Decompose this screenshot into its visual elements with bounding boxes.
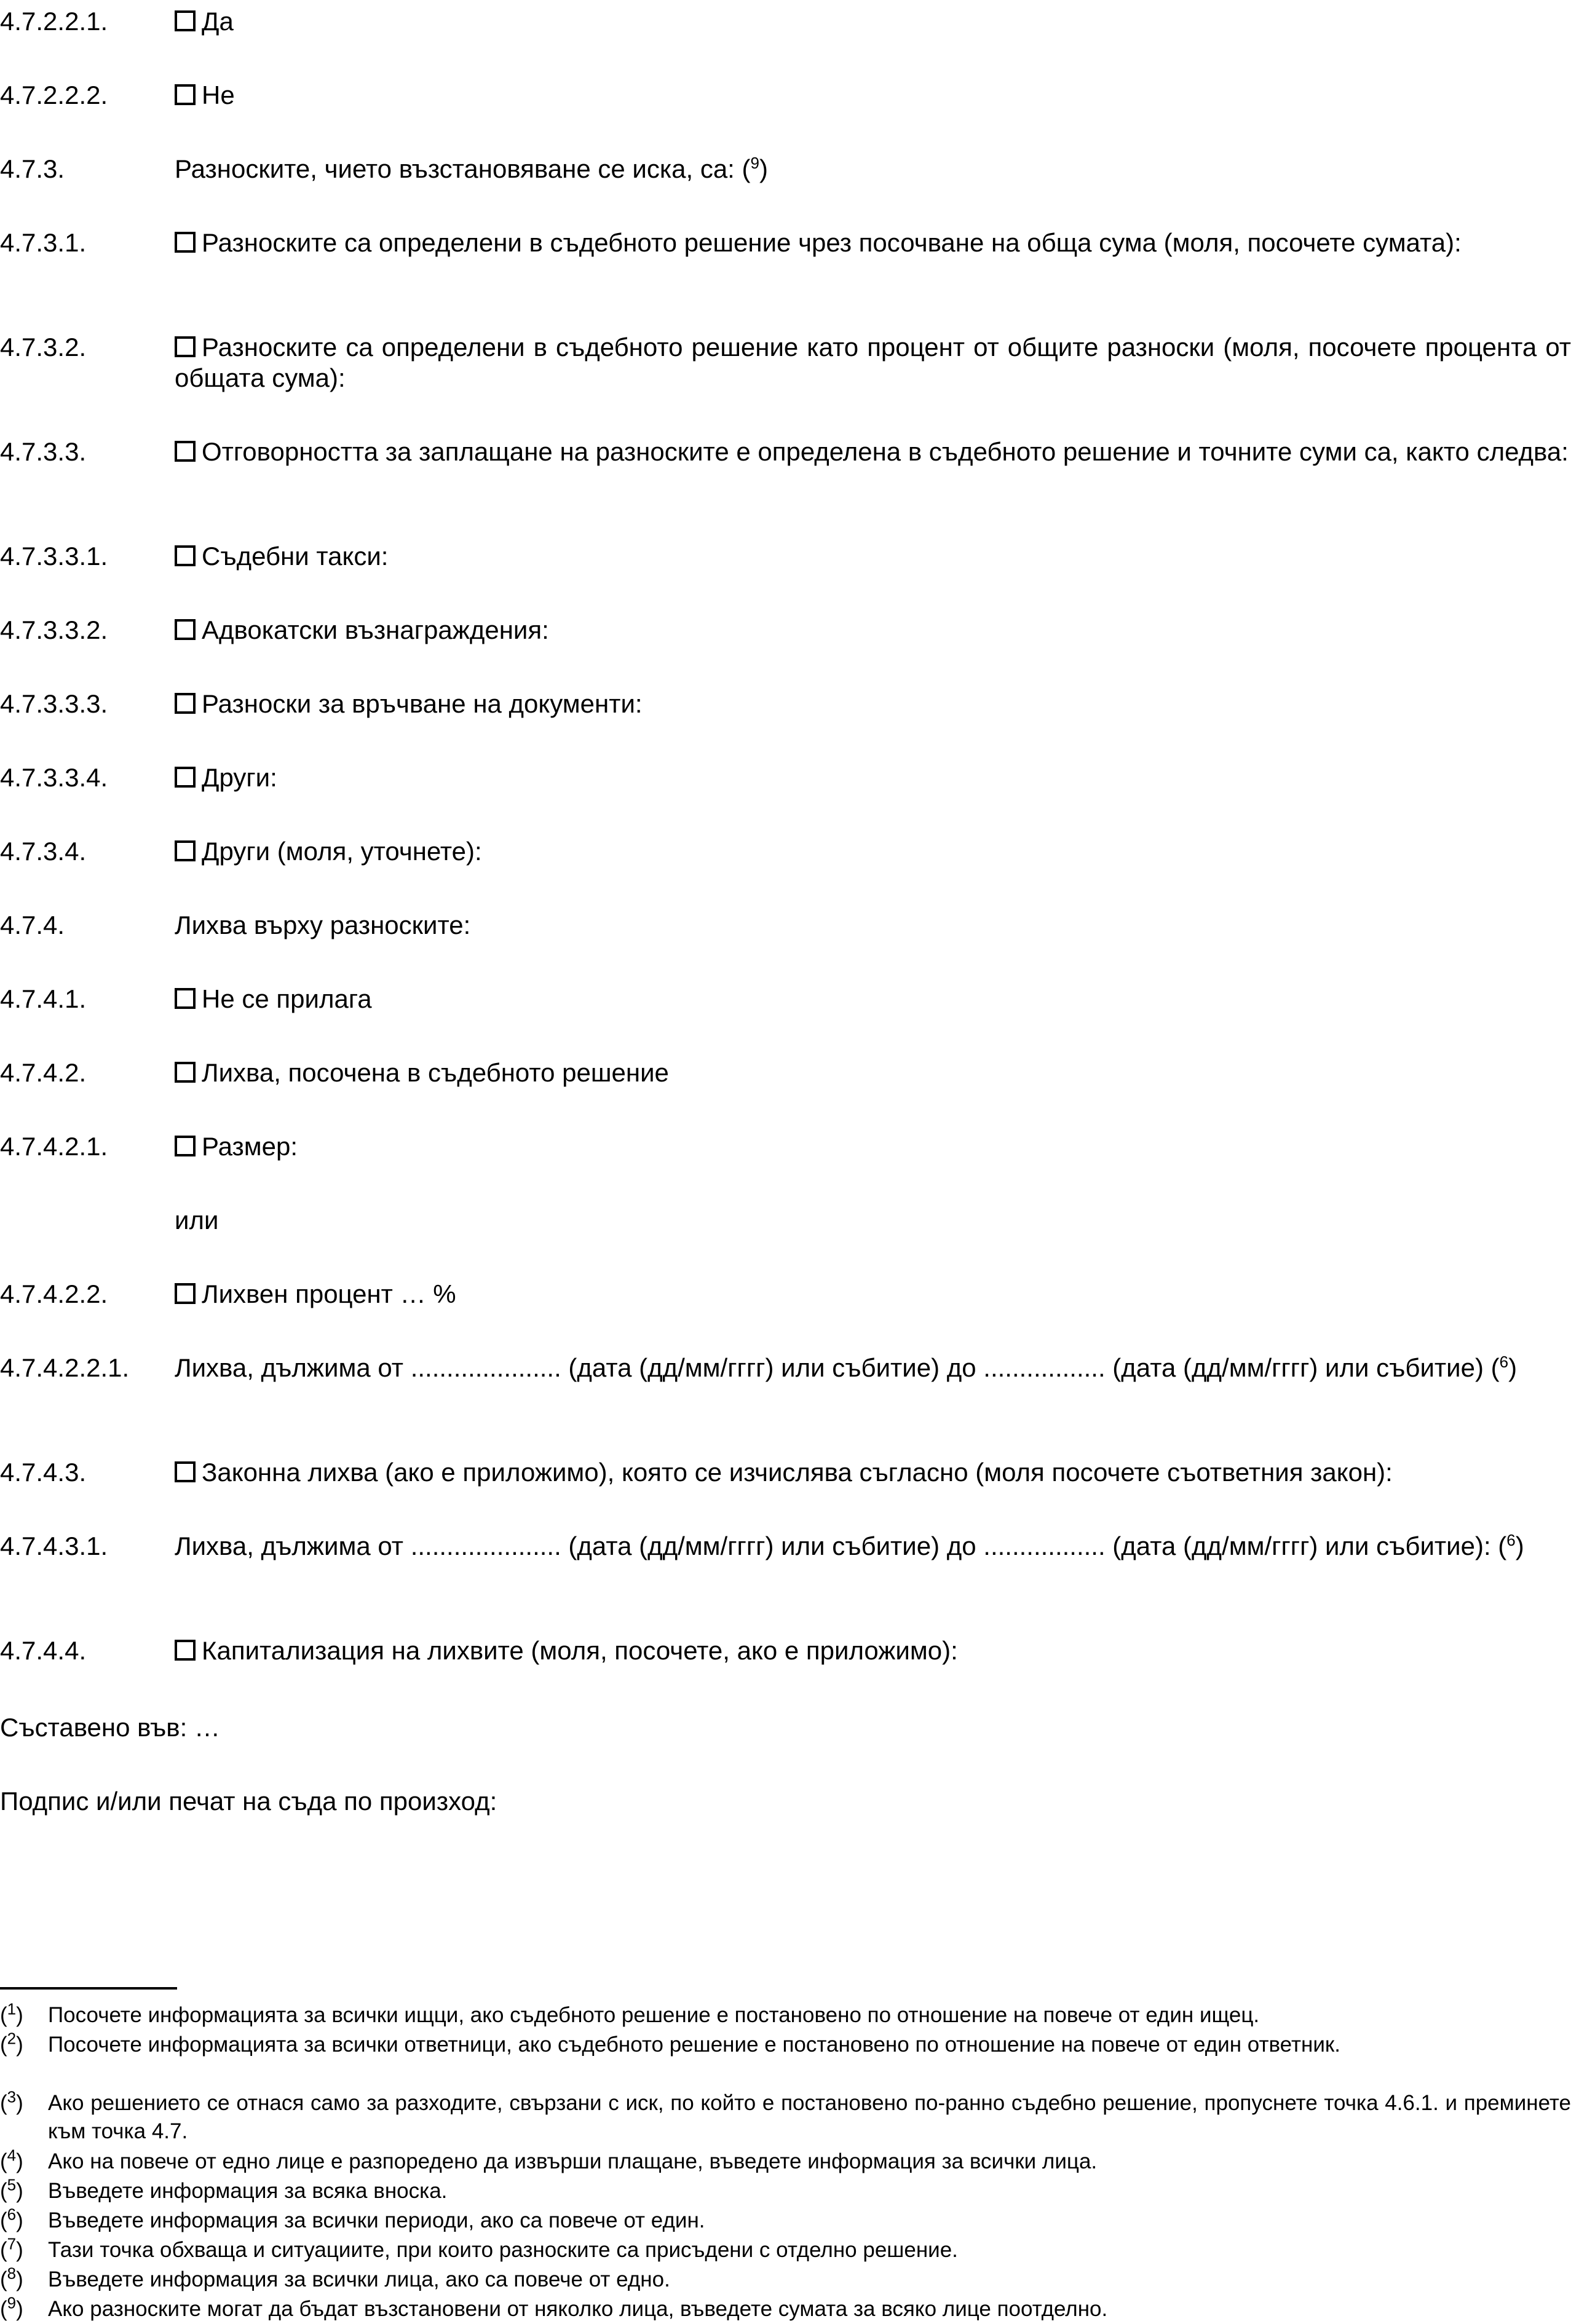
checkbox[interactable] [175,1283,196,1304]
item-number: 4.7.4.4. [0,1636,87,1665]
item-text [175,227,1571,258]
item-number: 4.7.4.3.1. [0,1532,108,1560]
item-number: 4.7.3.1. [0,228,87,257]
item-label: Лихва, посочена в съдебното решение [202,1058,669,1087]
checkbox[interactable] [175,10,196,31]
item-text [175,437,1571,467]
footnote-marker: ($^1$) [0,1999,23,2027]
checkbox[interactable] [175,545,196,566]
item-text [175,1279,1571,1310]
footnote-number: 8 [7,2264,17,2283]
item-text [175,615,1571,646]
footnote-ref[interactable]: 6 [1506,1531,1516,1549]
item-text [175,1353,1571,1383]
footnote-number: 9 [7,2293,17,2312]
item-text [175,1131,1571,1162]
item-text [175,836,1571,867]
checkbox[interactable] [175,441,196,462]
item-label: Отговорността за заплащане на разноските е определена в съдебното решение и точните суми са, както следва: [202,437,1569,466]
item-number: 4.7.2.2.1. [0,7,108,36]
footnote-marker: ($^4$) [0,2146,23,2173]
item-text [175,80,1571,111]
footnote-text: Ако на повече от едно лице е разпоредено да извърши плащане, въведете информация за всички лица. [48,2149,1098,2173]
closing-paren: ) [1515,1532,1524,1560]
footnote-number: 6 [7,2205,17,2224]
item-number: 4.7.4. [0,911,65,939]
checkbox[interactable] [175,840,196,861]
footnote-text: Въведете информация за всяка вноска. [48,2179,448,2203]
item-number: 4.7.3.4. [0,837,87,866]
item-number: 4.7.2.2.2. [0,81,108,109]
footnote-text: Посочете информацията за всички ищци, ако съдебното решение е постановено по отношение на повече от един ищец. [48,2003,1260,2027]
footnote-number: 3 [7,2087,17,2106]
footnote-number: 2 [7,2029,17,2048]
footnote-text: Посочете информацията за всички ответници, ако съдебното решение е постановено по отношение на повече от един ответник. [48,2033,1340,2057]
footnote-marker: ($^8$) [0,2264,23,2291]
item-label: Други: [202,763,277,792]
footnote-text: Въведете информация за всички периоди, ако са повече от един. [48,2208,705,2232]
item-label: Да [202,7,234,36]
item-text [175,1531,1571,1562]
item-label: Разноските, чието възстановяване се иска, са: ( [175,154,751,183]
item-number: 4.7.4.2.2. [0,1279,108,1308]
footnote-text: Тази точка обхваща и ситуациите, при които разноските са присъдени с отделно решение. [48,2238,958,2262]
item-number: 4.7.4.2.1. [0,1132,108,1161]
checkbox[interactable] [175,767,196,788]
item-number: 4.7.4.2. [0,1058,87,1087]
checkbox[interactable] [175,619,196,640]
footnote-number: 7 [7,2234,17,2253]
item-number: 4.7.4.1. [0,984,87,1013]
footnote-text: Ако разноските могат да бъдат възстановени от няколко лица, въведете сумата за всяко лице поотделно. [48,2297,1108,2321]
item-label: Капитализация на лихвите (моля, посочете, ако е приложимо): [202,1636,958,1665]
composed-in-label: Съставено във: … [0,1713,220,1742]
footnote-number: 5 [7,2175,17,2194]
checkbox[interactable] [175,84,196,105]
item-text [175,541,1571,572]
checkbox[interactable] [175,1062,196,1083]
footnote-text: Въведете информация за всички лица, ако са повече от едно. [48,2267,670,2291]
footnote-marker: ($^6$) [0,2205,23,2232]
item-number: 4.7.3.3.2. [0,615,108,644]
item-number: 4.7.3. [0,154,65,183]
item-label: Лихва, дължима от ..................... (дата (дд/мм/гггг) или събитие) до ................. (дата (дд/мм/гггг) или събитие): ( [175,1532,1507,1560]
item-text [175,984,1571,1014]
item-number: 4.7.4.3. [0,1458,87,1487]
item-number: 4.7.3.2. [0,333,87,362]
checkbox[interactable] [175,232,196,253]
item-text [175,1205,1571,1236]
checkbox[interactable] [175,1640,196,1661]
item-text [175,1635,1571,1666]
checkbox[interactable] [175,693,196,714]
item-number: 4.7.3.3.4. [0,763,108,792]
item-text [175,154,1571,184]
checkbox[interactable] [175,1461,196,1482]
item-label: Лихвен процент … % [202,1279,456,1308]
closing-paren: ) [759,154,768,183]
item-number: 4.7.3.3.1. [0,542,108,571]
item-label: Разноските са определени в съдебното решение като процент от общите разноски (моля, посочете процента от общата сума): [175,333,1571,392]
closing-paren: ) [1508,1353,1518,1382]
footnote-marker: ($^3$) [0,2087,23,2115]
footnote-number: 1 [7,1999,17,2018]
signature-label: Подпис и/или печат на съда по произход: [0,1787,497,1816]
item-number: 4.7.3.3. [0,437,87,466]
item-label: Лихва върху разноските: [175,911,471,939]
footnote-marker: ($^9$) [0,2293,23,2321]
footnote-marker: ($^2$) [0,2029,23,2057]
item-text [175,332,1571,393]
item-label: Лихва, дължима от ..................... (дата (дд/мм/гггг) или събитие) до ................. (дата (дд/мм/гггг) или събитие) ( [175,1353,1500,1382]
item-label: или [175,1206,219,1235]
checkbox[interactable] [175,336,196,357]
item-label: Не се прилага [202,984,372,1013]
item-text [175,1057,1571,1088]
footnote-ref[interactable]: 6 [1499,1353,1509,1371]
item-text [175,1457,1571,1488]
item-label: Разноски за връчване на документи: [202,689,643,718]
item-label: Размер: [202,1132,298,1161]
item-text [175,689,1571,719]
item-text [175,6,1571,37]
item-label: Други (моля, уточнете): [202,837,482,866]
item-label: Съдебни такси: [202,542,389,571]
item-text [175,910,1571,941]
footnote-ref[interactable]: 9 [750,154,759,172]
checkbox[interactable] [175,988,196,1009]
item-label: Законна лихва (ако е приложимо), която се изчислява съгласно (моля посочете съответния закон): [202,1458,1393,1487]
item-number: 4.7.3.3.3. [0,689,108,718]
footnote-separator [0,1987,177,1990]
footnote-marker: ($^5$) [0,2175,23,2203]
checkbox[interactable] [175,1136,196,1156]
item-label: Адвокатски възнаграждения: [202,615,549,644]
footnote-marker: ($^7$) [0,2234,23,2262]
item-number: 4.7.4.2.2.1. [0,1353,130,1382]
footnote-number: 4 [7,2146,17,2165]
item-text [175,762,1571,793]
item-label: Разноските са определени в съдебното решение чрез посочване на обща сума (моля, посочете сумата): [202,228,1462,257]
footnote-text: Ако решението се отнася само за разходите, свързани с иск, по който е постановено по-ранно съдебно решение, пропуснете точка 4.6.1. и преминете към точка 4.7. [48,2091,1571,2143]
item-label: Не [202,81,235,109]
